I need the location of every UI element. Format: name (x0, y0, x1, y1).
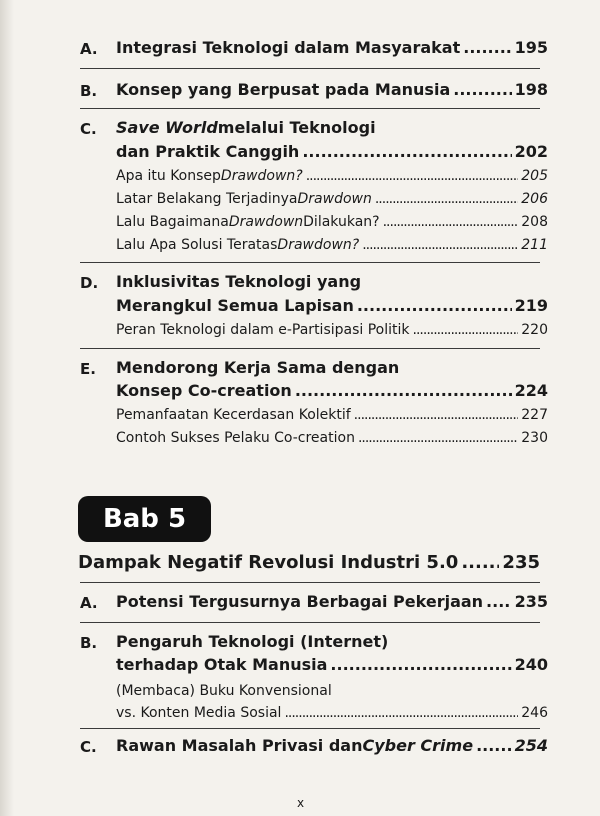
leader-dots (354, 407, 519, 423)
subentry-text: Peran Teknologi dalam e-Partisipasi Politik (116, 322, 410, 338)
section-b-letter: B. (80, 82, 98, 100)
toc-entry-5a[interactable] (116, 592, 548, 611)
leader-dots (302, 142, 511, 161)
separator (80, 262, 540, 263)
leader-dots (362, 237, 518, 253)
subentry-text: Apa itu Konsep (116, 168, 221, 184)
leader-dots (476, 736, 512, 755)
toc-entry-d-title: Inklusivitas Teknologi yang (116, 272, 362, 291)
separator (80, 348, 540, 349)
chapter-badge: Bab 5 (78, 496, 211, 542)
page-footer-number: x (297, 796, 305, 810)
toc-page-number: 254 (514, 736, 548, 755)
leader-dots (306, 168, 519, 184)
section-d-letter: D. (80, 274, 99, 292)
leader-dots (330, 655, 511, 674)
toc-entry-5c[interactable] (116, 736, 548, 755)
leader-dots (284, 705, 518, 721)
leader-dots (357, 296, 512, 315)
subentry-text: Contoh Sukses Pelaku Co-creation (116, 430, 355, 446)
toc-entry-title: Rawan Masalah Privasi dan (116, 736, 363, 755)
toc-entry-title: dan Praktik Canggih (116, 142, 300, 161)
toc-page-number: 198 (514, 80, 548, 99)
subentry-text: Pemanfaatan Kecerdasan Kolektif (116, 407, 351, 423)
toc-entry-e[interactable] (116, 381, 548, 400)
section-e-letter: E. (80, 360, 96, 378)
subentry-text: Dilakukan? (303, 214, 380, 230)
toc-page-number: 211 (521, 237, 548, 253)
subentry-text: Latar Belakang Terjadinya (116, 191, 298, 207)
toc-subentry[interactable] (116, 705, 548, 721)
toc-entry-d[interactable] (116, 296, 548, 315)
toc-page-number: 205 (521, 168, 548, 184)
toc-subentry[interactable] (116, 191, 548, 207)
subentry-italic: Drawdown (297, 191, 372, 207)
toc-entry-title: Integrasi Teknologi dalam Masyarakat (116, 38, 461, 57)
toc-page-number: 195 (514, 38, 548, 57)
leader-dots (453, 80, 511, 99)
leader-dots (486, 592, 512, 611)
toc-page-number: 219 (514, 296, 548, 315)
toc-subentry[interactable] (116, 214, 548, 230)
separator (80, 728, 540, 729)
toc-entry-c-title (116, 118, 376, 137)
subentry-text: Lalu Apa Solusi Teratas (116, 237, 278, 253)
separator (80, 68, 540, 69)
toc-page-number: 206 (521, 191, 548, 207)
leader-dots (295, 381, 512, 400)
chapter-section-a-letter: A. (80, 594, 98, 612)
toc-entry-e-title: Mendorong Kerja Sama dengan (116, 358, 400, 377)
subentry-italic: Drawdown? (277, 237, 360, 253)
toc-subentry[interactable] (116, 237, 548, 253)
chapter-section-c-letter: C. (80, 738, 97, 756)
toc-page-number: 240 (514, 655, 548, 674)
toc-page-number: 235 (514, 592, 548, 611)
toc-subentry[interactable] (116, 407, 548, 423)
toc-entry-5b[interactable] (116, 655, 548, 674)
chapter-section-b-letter: B. (80, 634, 98, 652)
subentry-italic: Drawdown? (220, 168, 303, 184)
toc-entry-title-italic: Cyber Crime (362, 736, 474, 755)
leader-dots (461, 552, 499, 573)
toc-entry-title: Potensi Tergusurnya Berbagai Pekerjaan (116, 592, 484, 611)
toc-entry-title: melalui Teknologi (217, 118, 376, 137)
toc-page-number: 246 (521, 705, 548, 721)
toc-entry-title: Konsep yang Berpusat pada Manusia (116, 80, 451, 99)
leader-dots (358, 430, 518, 446)
leader-dots (383, 214, 519, 230)
toc-entry-a[interactable] (116, 38, 548, 57)
toc-page-number: 230 (521, 430, 548, 446)
toc-page-number: 227 (521, 407, 548, 423)
separator (80, 582, 540, 583)
toc-entry-title: Konsep Co-creation (116, 381, 292, 400)
chapter-title: Dampak Negatif Revolusi Industri 5.0 (78, 552, 459, 573)
toc-entry-title: terhadap Otak Manusia (116, 655, 328, 674)
toc-entry-5b-title: Pengaruh Teknologi (Internet) (116, 632, 389, 651)
toc-page-number: 202 (514, 142, 548, 161)
separator (80, 622, 540, 623)
leader-dots (413, 322, 519, 338)
leader-dots (375, 191, 518, 207)
toc-entry-c[interactable] (116, 142, 548, 161)
toc-page-number: 224 (514, 381, 548, 400)
toc-entry-title: Merangkul Semua Lapisan (116, 296, 354, 315)
toc-page-number: 220 (521, 322, 548, 338)
subentry-italic: Drawdown (228, 214, 304, 230)
toc-entry-title-italic: Save World (116, 118, 218, 137)
leader-dots (463, 38, 511, 57)
chapter-page-number: 235 (502, 552, 540, 573)
toc-subentry[interactable] (116, 168, 548, 184)
toc-entry-b[interactable] (116, 80, 548, 99)
section-c-letter: C. (80, 120, 97, 138)
chapter-title-entry[interactable] (78, 552, 540, 573)
separator (80, 108, 540, 109)
subentry-text: Lalu Bagaimana (116, 214, 229, 230)
subentry-text: vs. Konten Media Sosial (116, 705, 282, 721)
page-gutter-shadow (0, 0, 14, 816)
toc-subentry[interactable] (116, 322, 548, 338)
toc-page-number: 208 (521, 214, 548, 230)
toc-subentry-line1: (Membaca) Buku Konvensional (116, 683, 332, 699)
toc-subentry[interactable] (116, 430, 548, 446)
section-a-letter: A. (80, 40, 98, 58)
